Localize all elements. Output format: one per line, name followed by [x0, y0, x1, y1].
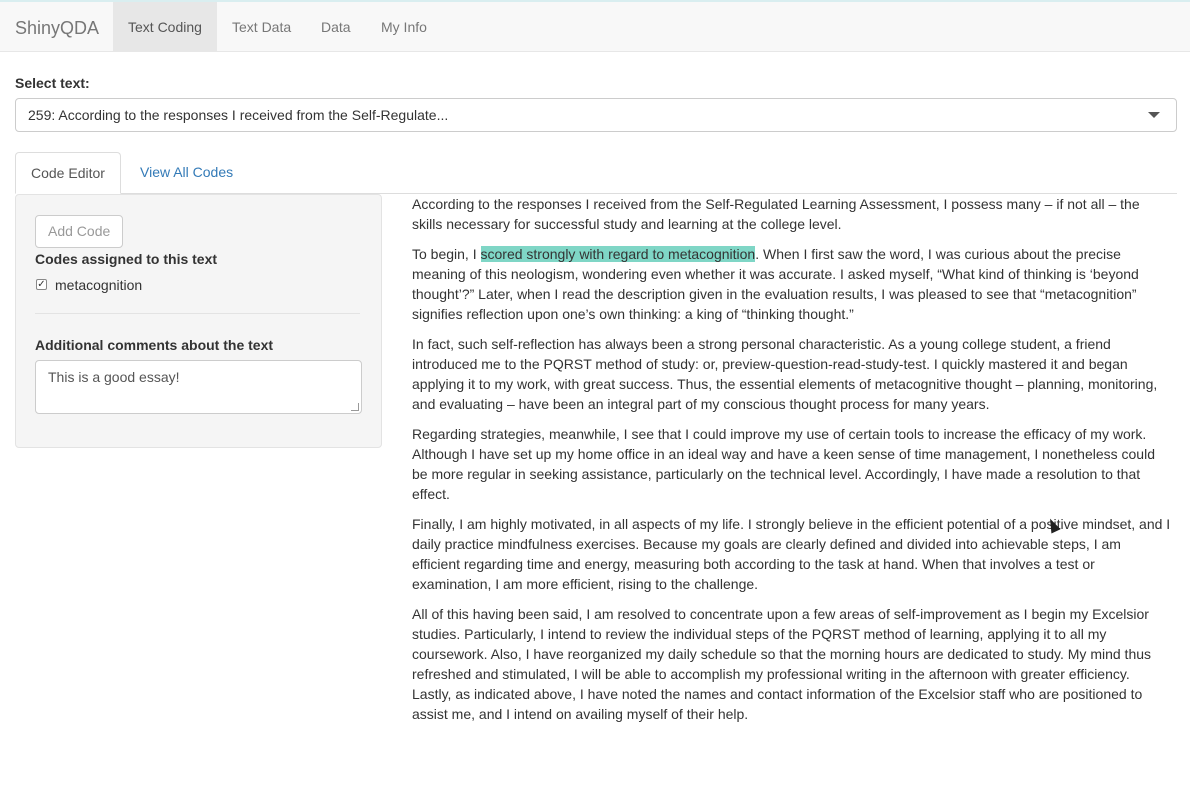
- essay-paragraph[interactable]: All of this having been said, I am resolved to concentrate upon a few areas of self-improvement as I begin my Excelsior studies. Particularly, I intend to review the individual steps of the PQRST method of learning, applying it to all my coursework. Also, I have reorganized my daily schedule so that the morning hours are dedicated to study. My mind thus refreshed and stimulated, I will be able to accomplish my professional writing in the afternoon with greater efficiency. Lastly, as indicated above, I have noted the names and contact information of the Excelsior staff who are positioned to assist me, and I intend on availing myself of their help.: [412, 606, 1152, 722]
- navbar: [0, 0, 1190, 52]
- chevron-down-icon: [1148, 112, 1160, 118]
- comments-heading: Additional comments about the text: [35, 337, 274, 353]
- essay-paragraph[interactable]: According to the responses I received from the Self-Regulated Learning Assessment, I possess many – if not all – the skills necessary for successful study and learning at the college level.: [412, 196, 1140, 232]
- checkbox-checked-icon[interactable]: ✓: [37, 279, 46, 290]
- essay-paragraph[interactable]: In fact, such self-reflection has always been a strong personal characteristic. As a young college student, a friend introduced me to the PQRST method of study: or, preview-question-read-study-test. I quickly mastered it and began applying it to my work, with great success. Thus, the essential elements of metacognitive thought – planning, monitoring, and evaluating – have been an integral part of my conscious thought process for many years.: [412, 336, 1158, 412]
- app-brand[interactable]: ShinyQDA: [15, 18, 100, 38]
- codes-assigned-heading: Codes assigned to this text: [35, 251, 218, 267]
- select-text-dropdown[interactable]: [15, 98, 1177, 132]
- essay-text[interactable]: [412, 194, 1172, 734]
- select-text-value: 259: According to the responses I received from the Self-Regulate...: [28, 107, 449, 123]
- nav-tab-text-data[interactable]: Text Data: [232, 19, 292, 35]
- nav-tab-my-info[interactable]: My Info: [381, 19, 427, 35]
- divider: [35, 313, 360, 314]
- comments-textarea[interactable]: [35, 360, 362, 414]
- comments-value: This is a good essay!: [48, 369, 180, 385]
- add-code-button[interactable]: Add Code: [35, 215, 123, 248]
- essay-paragraph[interactable]: Finally, I am highly motivated, in all aspects of my life. I strongly believe in the efficient potential of a positive mindset, and I daily practice mindfulness exercises. Because my goals are clearly defined and divided into achievable steps, I am efficient regarding time and energy, measuring both according to the task at hand. When that involves a test or examination, I am more efficient, rising to the challenge.: [412, 516, 1171, 592]
- coded-highlight[interactable]: scored strongly with regard to metacognition: [480, 246, 756, 262]
- tab-code-editor[interactable]: Code Editor: [15, 152, 121, 194]
- resize-grip-icon[interactable]: [351, 403, 359, 411]
- code-editor-panel: [15, 194, 382, 448]
- essay-paragraph[interactable]: To begin, I scored strongly with regard to metacognition. When I first saw the word, I was curious about the precise meaning of this neologism, wondering even whether it was accurate. I asked myself, “What kind of thinking is ‘beyond thought’?” Later, when I read the description given in the evaluation results, I was pleased to see that “metacognition” signifies reflection upon one’s own thinking: a king of “thinking thought.”: [412, 246, 1139, 322]
- tab-view-all-codes[interactable]: View All Codes: [140, 164, 234, 180]
- code-label: metacognition: [55, 277, 143, 293]
- nav-tab-data[interactable]: Data: [321, 19, 351, 35]
- nav-tab-text-coding[interactable]: Text Coding: [113, 2, 217, 52]
- essay-paragraph[interactable]: Regarding strategies, meanwhile, I see that I could improve my use of certain tools to increase the efficacy of my work. Although I have set up my home office in an ideal way and have a keen sense of time management, I nonetheless could be more regular in seeking assistance, particularly on the technical level. Accordingly, I have made a resolution to that effect.: [412, 426, 1155, 502]
- select-text-label: Select text:: [15, 75, 90, 91]
